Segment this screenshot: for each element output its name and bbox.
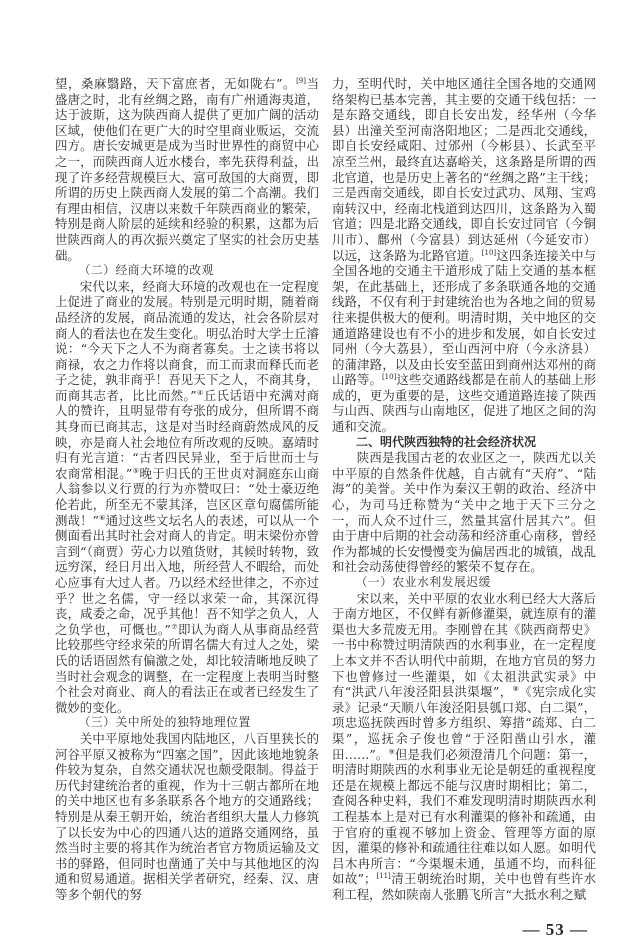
text-run: 宋代以来，经商大环境的改观也在一定程度上促进了商业的发展。特别是元明时期，随着商品经济的发展，商品流通的发达，社会各阶层对商人的看法也在发生变化。明弘治时大学士丘濬说：“今天下之人不为商者寡矣。士之读书将以商禄，农之力作将以商食，而工而隶而释氏而老子之徒，孰非商乎！吾见天下之人，不商其身，而商其志者，比比而然。” [55,278,319,403]
citation-marker: [11] [376,872,391,881]
subsection-heading: （一）农业水利发展迟缓 [355,575,491,589]
text-run: 陕西是我国古老的农业区之一，陕西尤以关中平原的自然条件优越，自古就有“天府”、“陆海”的美誉。关中作为秦汉王朝的政治、经济中心，为司马迁称赞为“关中之地于天下三分之一，而人众不过什三，然量其富什居其六”。但由于唐中后期的社会动荡和经济重心南移，曾经作为都城的长安慢慢变为偏居西北的城镇，战乱和社会动荡使得曾经的繁荣不复存在。 [332,450,596,575]
text-run: 宋以来，关中平原的农业水利已经大大落后于南方地区，不仅鲜有新修灌渠，就连原有的灌渠也大多荒废无用。李刚曾在其《陕西商帮史》一书中称赞过明清陕西的水利事业，在一定程度上本文并不否认明代中前期，在地方官员的努力下也曾修过一些灌渠，如《太祖洪武实录》中有“洪武八年浚泾阳县洪渠堰”， [332,590,596,700]
citation-marker: ⑨ [388,747,395,756]
page-number: — 53 — [522,920,588,940]
right-column [332,76,596,940]
left-column [55,76,319,902]
text-run: 力，至明代时，关中地区通往全国各地的交通网络架构已基本完善，其主要的交通干线包括：一是东路交通线，即自长安出发，经华州（今华县）出潼关至河南洛阳地区；二是西北交通线，即自长安经咸阳、过邠州（今彬县）、长武至平凉至兰州，最终直达嘉峪关，这条路是所谓的西北官道，也是历史上著名的“丝绸之路”主干线；三是西南交通线，即自长安过武功、凤翔、宝鸡南转汉中，经南北栈道到达四川，这条路为入蜀官道；四是北路交通线，即自长安过同官（今铜川市）、鄜州（今富县）到达延州（今延安市）以远，这条路为北路官道。 [332,76,596,263]
citation-marker: ⑥ [99,513,106,522]
citation-marker: ⑦ [170,622,179,631]
citation-marker: [10] [381,373,397,382]
citation-marker: ⑤ [132,466,140,475]
text-run: 这些交通路线都是在前人的基础上形成的，更为重要的是，这些交通道路连接了陕西与山西、陕西与山南地区，促进了地区之间的沟通和交流。 [332,372,597,435]
citation-marker: [10] [481,248,497,257]
citation-marker: ④ [196,388,204,397]
text-run: 但是我们必须澄清几个问题：第一，明清时期陕西的水利事业无论是朝廷的重视程度还是在规模上都远不能与汉唐时期相比；第二，查阅各种史料，我们不难发现明清时期陕西水利工程基本上是对已有水利灌渠的修补和疏通，由于官府的重视不够加上资金、管理等方面的原因，灌渠的修补和疏通往往难以如人愿。如明代吕木冉所言：“今渠堰未通，虽通不均，而科征如故”； [332,746,596,887]
paragraph [55,279,319,716]
text-run: 即认为商人从事商品经营比较那些守经求荣的所谓名儒大有过人之处，梁氏的话语固然有偏激之处，却比较清晰地反映了当时社会观念的调整，在一定程度上表明当时整个社会对商业、商人的看法正在或者已经发生了微妙的变化。 [55,621,320,715]
subsection-heading: （三）关中所处的独特地理位置 [78,715,251,730]
paragraph-continuation [55,76,319,263]
paragraph-continuation [332,76,596,435]
citation-marker: ⑧ [512,685,520,694]
text-run: 当盛唐之时，北有丝绸之路，南有广州通海夷道，达于波斯，这为陕西商人提供了更加广阔的活动区域，使他们在更广大的时空里商业贩运，交流四方。唐长安城更是成为当时世界性的商贸中心之一，而陕西商人近水楼台，率先获得利益，出现了许多经营规模巨大、富可敌国的大商贾，即所谓的历史上陕西商人发展的第二个高潮。我们有理由相信，汉唐以来数千年陕西商业的繁荣，特别是商人阶层的延续和经验的积累，这都为后世陕西商人的再次振兴奠定了坚实的社会历史基础。 [55,76,319,263]
text-run: 通过这些文坛名人的表述，可以从一个侧面看出其时社会对商人的肯定。明末梁份亦曾言到“（商贾）劳心力以殖货财，其候时转物，致远穷深，经日月出入地，所经营人不暇给，而处心应事有大过人者。乃以经术经世律之，不亦过乎？世之名儒，守一经以求荣一命，其深沉得丧，咸委之命，况乎其他！吾不知学之负人，人之负学也，可慨也。” [55,512,319,637]
text-run: 《宪宗成化实录》记录“天顺八年浚泾阳县瓠口郑、白二渠”，项忠巡抚陕西时曾多方组织、筹措“疏郑、白二渠”，巡抚余子俊也曾“于泾阳凿山引水，灌田……”。 [332,684,596,762]
paragraph [332,450,596,575]
paragraph [55,731,319,903]
text-run: 望，桑麻翳路，天下富庶者，无如陇右”。 [55,76,297,91]
subsection-heading: （二）经商大环境的改观 [78,263,214,278]
text-run: 清王朝统治时期，关中也曾有些许水利工程，然如陕南人张鹏飞所言“大抵水利之赋 [332,871,597,902]
text-run: 关中平原地处我国内陆地区，八百里狭长的河谷平原又被称为“四塞之国”，因此该地地貌条件较为复杂，自然交通状况也颇受限制。得益于历代封建统治者的重视，作为十三朝古都所在地的关中地区也有多条联系各个地方的交通路线；特别是从秦王朝开始，统治者组织大量人力修筑了以长安为中心的四通八达的道路交通网络，虽然当时主要的将其作为统治者官方物质运输及文书的驿路，但同时也凿通了关中与其他地区的沟通和贸易通道。据相关学者研究，经秦、汉、唐等多个朝代的努 [55,730,319,902]
section-heading: 二、明代陕西独特的社会经济状况 [356,434,537,449]
text-run: 丘氏话语中充满对商人的赞许，且明显带有夸张的成分，但所谓不商其身而已商其志，这是对当时经商蔚然成风的反映，亦是商人社会地位有所改观的反映。嘉靖时归有光言道：“古者四民异业，至于后世而士与农商常相混。” [55,387,320,481]
text-run: 这四条连接关中与全国各地的交通主干道形成了陆上交通的基本框架，在此基础上，还形成了多条联通各地的交通线路，不仅有利于封建统治也为各地之间的贸易往来提供极大的便利。明清时期，关中地区的交通道路建设也有不小的进步和发展，如自长安过同州（今大荔县），至山西河中府（今永济县）的蒲津路，以及由长安至蓝田到商州达邓州的商山路等。 [332,247,597,388]
citation-marker: [9] [296,77,306,85]
paragraph [332,591,596,903]
text-run: 晚于归氏的王世贞对洞庭东山商人翁参以义行贾的行为亦赞叹曰：“处士豪迈绝伦若此，所至无不蒙其泽，岂区区章句腐儒所能测哉！” [55,465,320,528]
